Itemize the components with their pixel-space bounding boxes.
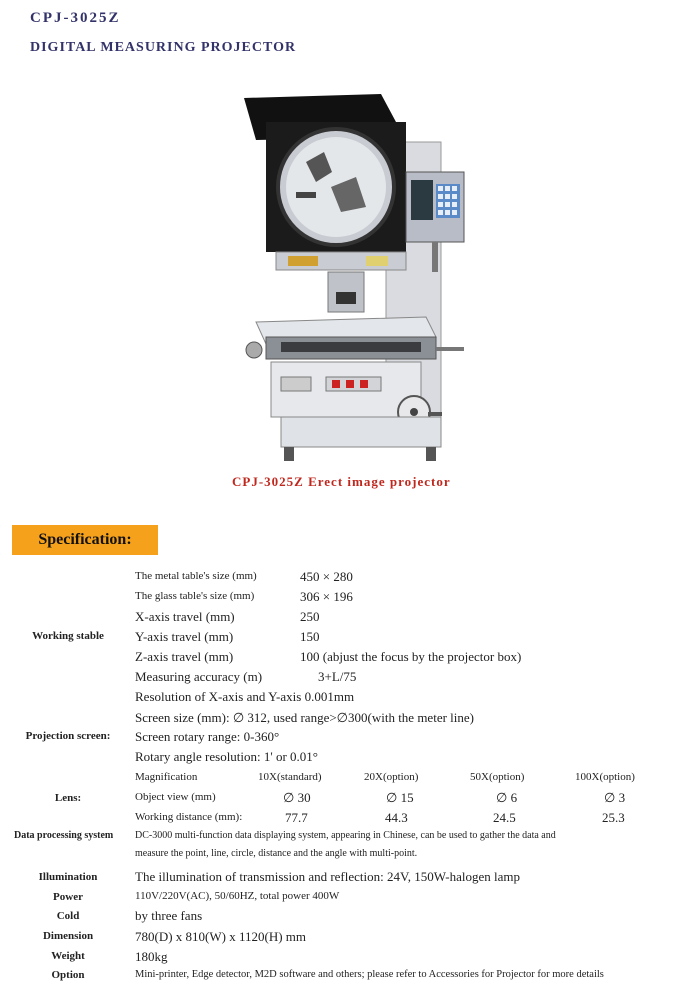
lens-col-1-dist: 77.7 xyxy=(285,810,308,825)
weight-text: 180kg xyxy=(135,949,168,964)
object-view-label: Object view (mm) xyxy=(135,791,216,803)
metal-table-label: The metal table's size (mm) xyxy=(135,570,257,582)
cold-text: by three fans xyxy=(135,908,203,923)
label-projection-screen: Projection screen: xyxy=(25,730,111,742)
projector-photo xyxy=(236,92,466,470)
y-axis-value: 150 xyxy=(300,629,320,644)
magnification-label: Magnification xyxy=(135,771,198,783)
screen-size-text: Screen size (mm): ∅ 312, used range>∅300(with the meter line) xyxy=(135,710,474,725)
lens-col-4-dist: 25.3 xyxy=(602,810,625,825)
lens-col-4-mag: 100X(option) xyxy=(575,771,635,783)
lens-col-3-mag: 50X(option) xyxy=(470,771,525,783)
label-dimension: Dimension xyxy=(42,930,94,942)
lens-col-3-dist: 24.5 xyxy=(493,810,516,825)
label-option: Option xyxy=(51,969,85,981)
dimension-text: 780(D) x 810(W) x 1120(H) mm xyxy=(135,929,307,944)
label-illumination: Illumination xyxy=(38,871,98,883)
metal-table-value: 450 × 280 xyxy=(300,569,353,584)
glass-table-label: The glass table's size (mm) xyxy=(135,590,255,602)
power-text: 110V/220V(AC), 50/60HZ, total power 400W xyxy=(135,890,340,902)
lens-col-4-view: ∅ 3 xyxy=(604,790,626,805)
lens-col-3-view: ∅ 6 xyxy=(496,790,518,805)
lens-col-2-dist: 44.3 xyxy=(385,810,408,825)
label-data-processing: Data processing system xyxy=(14,830,114,841)
working-distance-label: Working distance (mm): xyxy=(135,811,243,823)
label-lens: Lens: xyxy=(54,792,82,804)
accuracy-value: 3+L/75 xyxy=(318,669,357,684)
resolution-text: Resolution of X-axis and Y-axis 0.001mm xyxy=(135,689,355,704)
z-axis-value: 100 (abjust the focus by the projector box) xyxy=(300,649,522,664)
data-system-line-2: measure the point, line, circle, distance and the angle with multi-point. xyxy=(135,848,418,859)
model-number: CPJ-3025Z xyxy=(30,10,121,26)
label-cold: Cold xyxy=(56,910,80,922)
lens-col-1-view: ∅ 30 xyxy=(283,790,311,805)
lens-col-2-mag: 20X(option) xyxy=(364,771,419,783)
photo-caption: CPJ-3025Z Erect image projector xyxy=(232,474,451,489)
data-system-line-1: DC-3000 multi-function data displaying system, appearing in Chinese, can be used to gather the data and xyxy=(135,830,556,841)
option-text: Mini-printer, Edge detector, M2D software and others; please refer to Accessories for Projector for more details xyxy=(135,969,604,980)
x-axis-label: X-axis travel (mm) xyxy=(135,609,235,624)
rotary-resolution-text: Rotary angle resolution: 1' or 0.01° xyxy=(135,749,319,764)
screen-rotary-text: Screen rotary range: 0-360° xyxy=(135,729,280,744)
page-title: DIGITAL MEASURING PROJECTOR xyxy=(30,40,297,55)
x-axis-value: 250 xyxy=(300,609,320,624)
label-power: Power xyxy=(53,891,83,903)
z-axis-label: Z-axis travel (mm) xyxy=(135,649,234,664)
accuracy-label: Measuring accuracy (m) xyxy=(135,669,263,684)
label-weight: Weight xyxy=(51,950,85,962)
illumination-text: The illumination of transmission and reflection: 24V, 150W-halogen lamp xyxy=(135,869,520,884)
lens-col-2-view: ∅ 15 xyxy=(386,790,414,805)
specification-heading: Specification: xyxy=(12,525,158,555)
y-axis-label: Y-axis travel (mm) xyxy=(135,629,234,644)
glass-table-value: 306 × 196 xyxy=(300,589,353,604)
lens-col-1-mag: 10X(standard) xyxy=(258,771,322,783)
label-working-stable: Working stable xyxy=(32,630,104,642)
